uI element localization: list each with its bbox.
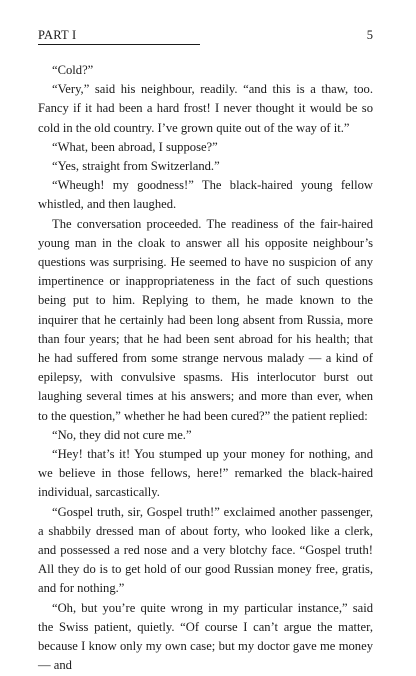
page-number: 5 xyxy=(366,28,373,42)
body-text xyxy=(38,61,373,676)
paragraph: “Oh, but you’re quite wrong in my particular instance,” said the Swiss patient, quietly. “Of course I can’t argue the matter, because I know only my own case; but my doctor gave me money — and xyxy=(38,600,373,673)
paragraph: “What, been abroad, I suppose?” xyxy=(52,139,218,154)
paragraph: “Hey! that’s it! You stumped up your money for nothing, and we believe in those fellows, here!” remarked the black-haired individual, sarcastically. xyxy=(38,447,373,500)
paragraph: “Yes, straight from Switzerland.” xyxy=(52,159,220,174)
paragraph: “Cold?” xyxy=(52,63,94,77)
paragraph: The conversation proceeded. The readiness of the fair-haired young man in the cloak to answer all his opposite neighbour’s questions was surprising. He seemed to have no suspicion of any impertinence or inappropriateness in the fact of such questions being put to him. Replying to them, he made known to the inquirer that he certainly had been long absent from Russia, more than four years; that he had been sent abroad for his health; that he had suffered from some strange nervous malady — a kind of epilepsy, with convulsive spasms. His interlocutor burst out laughing several times at his answers; and more than ever, when to the question,” whether he had been cured?” the patient replied: xyxy=(38,216,373,423)
paragraph: “Gospel truth, sir, Gospel truth!” exclaimed another passenger, a shabbily dressed man of about forty, who looked like a clerk, and possessed a red nose and a very blotchy face. “Gospel truth! All they do is to get hold of our good Russian money free, gratis, and for nothing.” xyxy=(38,504,373,596)
paragraph: “No, they did not cure me.” xyxy=(52,427,192,442)
paragraph: “Very,” said his neighbour, readily. “and this is a thaw, too. Fancy if it had been a hard frost! I never thought it would be so cold in the old country. I’ve grown quite out of the way of it.” xyxy=(38,82,373,135)
header-rule xyxy=(38,44,200,45)
part-label: PART I xyxy=(38,28,77,42)
paragraph: “Wheugh! my goodness!” The black-haired young fellow whistled, and then laughed. xyxy=(38,178,373,212)
running-head xyxy=(38,28,373,48)
